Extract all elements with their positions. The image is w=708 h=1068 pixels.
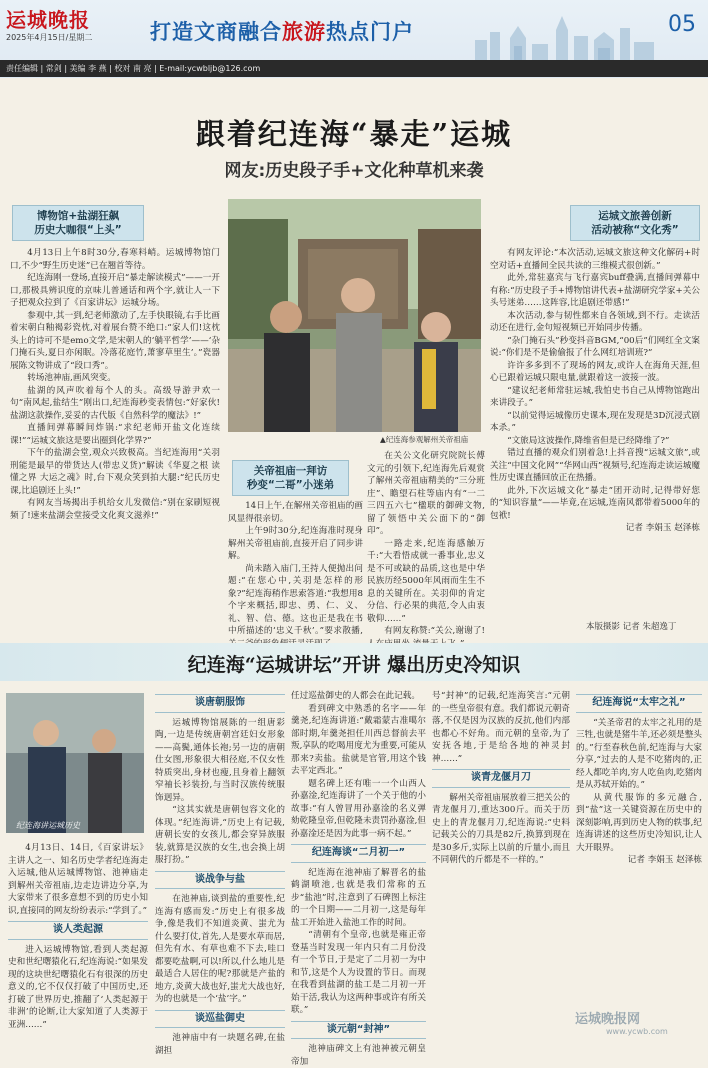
- box2-line1: 关帝祖庙一拜访: [253, 465, 328, 477]
- paragraph: 解州关帝祖庙展放着三把关公的青龙偃月刀,重达300斤。而关于历史上的青龙偃月刀,纪连海说:“史料记载关公的刀具是82斤,换算到现在是30多斤,实际上以前的斤量小,而且不同朝代的斤都是不一样的。”: [432, 792, 570, 865]
- byline: 记者 李娟玉 赵泽栋: [625, 523, 700, 533]
- paragraph: 下午的盐湖会堂,观众兴致极高。当纪连海用“关羽刑能是最早的带货达人(带忠义货)”解读《华夏之根 读懂之界 大运之魂》时,台下观众笑到拍大腿:“纪氏历史课,比追剧还上头!”: [10, 448, 220, 496]
- paragraph: 纪连海刚一登场,直接开启“暴走解读模式”——一开口,那极具辨识度的京味儿普通话和两个字,就让人一下子把观众拉到了《百家讲坛》运城分场。: [10, 273, 220, 308]
- paragraph: 转场池神庙,画风突变。: [27, 373, 116, 383]
- article1-photo: [228, 199, 481, 432]
- paragraph: 从黄代服饰的多元融合,到“盐”这一关键资源在历史中的深刻影响,再到历史人物的轶事,纪连海讲述的这些历史冷知识,让人大开眼界。: [576, 792, 702, 853]
- subsection-title: 谈青龙偃月刀: [432, 769, 570, 788]
- photo2-caption: 纪连海讲运城历史: [16, 821, 80, 830]
- box3-line2: 活动被称“文化秀”: [591, 224, 679, 236]
- paragraph: 进入运城博物馆,看到人类起源史和世纪曙猿化石,纪连海说:“如果发现的这块世纪曙猿化石有很深的历史意义的,它不仅仅打破了中国历史,还打破了世界历史,推翻了‘人类起源于非洲’的论断,让大家知道了人类源于亚洲……”: [8, 944, 148, 1030]
- paragraph: 号“封神”的记载,纪连海笑言:“元朝的一些皇帝很有意。我们都说元朝奇落,不仅是因为汉族的反抗,他们内部也都心不好角。而元朝的皇帝,为了安抚各地,于是给各地的神灵封神……”: [432, 691, 570, 764]
- article2-column2: [155, 690, 285, 1056]
- box1-line2: 历史大咖很“上头”: [34, 224, 122, 236]
- paragraph: 尚未踏入庙门,王持人便抛出问题:“在您心中,关羽是怎样的形象?”纪连海稍作思索答道:“我想用8个字来概括,即忠、勇、仁、义、礼、智、信、德。这也正是我在书中所描述的‘忠义千秋’。”要求散播,: [228, 563, 363, 636]
- paragraph: 盐湖的风声吹着每个人的头。高级导游尹欢一句“南风起,盐结生”刚出口,纪连海秒变表情包:“好家伙!盐湖这款操作,妥妥的古代版《自然科学的魔法》!”: [10, 385, 220, 421]
- paragraph: 有网友当场揭出手机给女儿发微信:“别在家刷短视频了!速来盐湖会堂接受文化爽文滋养!”: [10, 498, 220, 521]
- paragraph: 看到碑文中熟悉的名字——年羹尧,纪连海讲道:“戴霜蒙古准噶尔部时期,年羹尧担任川西总督前去平叛,享队的吃喝用度尤为重要,可能从那来?卖盐。盐就是官管,用这个钱去平定西北。”: [291, 703, 426, 776]
- paragraph: 池神庙中有一块题名碑,在盐湖担: [155, 1033, 285, 1056]
- paragraph: 直播间弹幕瞬间炸锅:“求纪老师开盐文化连续课!”“运城文旅这是要出圈到化学界?”: [10, 423, 220, 446]
- paragraph: “这其实就是唐朝包容文化的体现。”纪连海讲,“历史上有记载,唐朝长安的女孩儿,都会穿异族服装,就算是汉族的女生,也会换上胡服打扮。”: [155, 805, 285, 865]
- article2-photo: [6, 693, 144, 833]
- paragraph: 在池神庙,谈到盐的重要性,纪连海有感而发:“历史上有很多战争,像是我们不知道炎黄、蚩尤为什么要打仗,首先,人是要水草而居,但先有水、有草也难不下去,哇口都要吃盐啊,可以!所以,什么地儿是最适合人居住的呢?那就是产盐的地方,炎黄大战也好,蚩尤大战也好,为的也就是一个‘盐’字。”: [155, 894, 285, 1004]
- article2-column1: [8, 842, 148, 1042]
- article1-subhead: 网友:历史段子手+文化种草机来袭: [224, 161, 484, 181]
- masthead: [0, 0, 708, 78]
- paragraph: “杂门掩石头”秒变抖音BGM,“00后”们网红全文案说:“你们是不是偷偷报了什么网红培训班?”: [490, 335, 700, 358]
- subsection-title: 谈人类起源: [8, 921, 148, 940]
- article1-headline: 跟着纪连海“暴走”运城: [195, 117, 513, 151]
- box1-line1: 博物馆+盐湖狂飙: [36, 210, 120, 222]
- paragraph: “以前觉得运城像历史课本,现在发现是3D沉浸式剧本杀。”: [490, 410, 700, 433]
- article1-column1: [10, 247, 220, 637]
- slogan-part-c: 热点门户: [326, 20, 414, 44]
- article2-column4b: [576, 690, 702, 1008]
- paragraph: 许许多多到不了现场的网友,或许人在海角天涯,但心已跟着运城只限电量,就跟着这一波接一波。: [490, 360, 700, 383]
- article1-box1: [12, 205, 144, 241]
- article1-box2: [232, 460, 349, 496]
- paragraph: 题名碑上还有唯一一个山西人孙嘉淦,纪连海讲了一个关于他的小故事:“有人曾冒用孙嘉淦的名义弹劾乾隆皇帝,但乾隆未责罚孙嘉淦,但孙嘉淦还是因为此事一病不起。”: [291, 778, 426, 839]
- paragraph: 本次活动,参与韧性都来自各领域,到不行。走读活动还在进行,金句短视频已开始同步传播。: [490, 310, 700, 333]
- paragraph: 有网友称赞:“关公,谢谢了!: [384, 626, 485, 636]
- issue-date: 2025年4月15日/星期二: [6, 33, 93, 42]
- subsection-title: 谈巡盐御史: [155, 1010, 285, 1029]
- paragraph: 在关公文化研究院院长傅文元的引领下,纪连海先后观赏了解州关帝祖庙精美的“三分班庄”、瞻望石柱等庙内有“一二三四五六七”楹联的御碑文物,留了领悟中关公面下的“御印”。: [367, 451, 485, 536]
- photo-lecture: [6, 693, 144, 833]
- watermark-url: www.ycwb.com: [606, 1027, 668, 1036]
- paragraph: “建议纪老师常驻运城,我怕史书自己从博物馆跑出来讲段子。”: [490, 385, 700, 408]
- article1-box3: [570, 205, 700, 241]
- slogan-part-a: 打造文商融合: [150, 20, 282, 44]
- article2-headline: 纪连海“运城讲坛”开讲 爆出历史冷知识: [187, 654, 521, 676]
- article2-column3: [291, 690, 426, 1067]
- paragraph: 14日上午,在解州关帝祖庙的画风显得很亲切。: [228, 501, 363, 524]
- paragraph: 有网友评论:“本次活动,运城文旅这种文化解码+时空对话+直播间全民共读的三维模式很创新。”: [490, 248, 700, 271]
- photo-temple-visit: [228, 199, 481, 432]
- subsection-title: 纪连海说“太牢之礼”: [576, 694, 702, 713]
- paragraph: 纪连海在池神庙了解晋名的盐鹤湖喷池,也就是我们常称的五步“盐池”时,注意到了石碑图上标注的一个日期——二月初一,这是每年盐工开始进入盐池工作的时间。: [291, 867, 426, 928]
- byline: 记者 李娟玉 赵泽栋: [627, 855, 702, 865]
- paragraph: 池神庙碑文上有池神被元朝皇帝加: [291, 1044, 426, 1067]
- paragraph: 错过直播的观众们别着急!上抖音搜“运城文旅”,或关注“中国文化网”“华网山西”视频号,纪连海走读运城魔性历史课直播回放正在热播。: [490, 448, 700, 483]
- paragraph: 此外,常驻嘉宾与飞行嘉宾buff叠满,直播间弹幕中有称:“历史段子手+博物馆讲代表+盐湖研究学家+关公头号迷弟……这阵容,比追剧还带感!”: [490, 273, 700, 308]
- paragraph: 4月13日、14日,《百家讲坛》主讲人之一、知名历史学者纪连海走入运城,他从运城博物馆、池神庙走到解州关帝祖庙,边走边讲边分享,为大家带来了很多意想不到的历史小知识,直接同的网友纷纷表示:“学到了。”: [8, 843, 148, 916]
- subsection-title: 谈战争与盐: [155, 871, 285, 890]
- box2-line2: 秒变“二哥”小迷弟: [246, 479, 335, 491]
- paragraph: 运城博物馆展陈的一组唐彩陶,一边是传统唐朝宫廷妇女形象——高鬓,通体长袍;另一边的唐朝仕女图,形象很大相径庭,不仅女性特质突出,身材也瘦,且身着上翻领窄袖长衫装扮,与当时汉族传统服饰迥异。: [155, 717, 285, 803]
- newspaper-logo: 运城晚报: [6, 8, 90, 32]
- paragraph: 一路走来,纪连海感触万千:“大看悟成就一番事业,忠义是不可或缺的品质,这也是中华民族历经5000年风雨而生生不息的关键所在。关羽仰的肯定分信、行必果的典范,令人由衷敬仰……”: [367, 538, 485, 624]
- paragraph: “关圣帝君的太牢之礼用的是三牲,也就是猪牛羊,还必须是整头的。”行至春秋色前,纪连海与大家分享,“过去的人是不吃猪肉的,正经人都吃羊肉,穷人吃鱼肉,吃猪肉是从苏轼开始的。”: [576, 717, 702, 790]
- photo1-caption: ▲纪连海参观解州关帝祖庙: [380, 435, 469, 444]
- paragraph: “清朝有个皇帝,也就是雍正帝登基当时发现一年内只有二月份没有一个节日,于是定了二月初一为中和节,这是个人为设置的节日。而现在我看到盐湖的盐工是二月初一开始干活,我认为这两种事或许有所关联。”: [291, 930, 426, 1015]
- paragraph: 任过巡盐御史的人都会在此记载。: [291, 691, 420, 701]
- paragraph: “文旅局这波操作,降维省但是已经降维了?”: [507, 435, 670, 446]
- box3-line1: 运城文旅善创新: [598, 210, 672, 222]
- photo-credit: 本版摄影 记者 朱超逸丁: [586, 622, 677, 632]
- subsection-title: 谈唐朝服饰: [155, 694, 285, 713]
- subsection-title: 谈元朝“封神”: [291, 1021, 426, 1040]
- editor-bar: 责任编辑 | 常剑 | 美编 李 燕 | 校对 南 亮 | E-mail:ycwbljb@126.com: [0, 60, 708, 77]
- watermark-logo: 运城晚报网: [575, 1012, 641, 1027]
- subsection-title: 纪连海谈“二月初一”: [291, 844, 426, 863]
- article1-column2: [228, 500, 363, 636]
- paragraph: 4月13日上午8时30分,春寒料峭。运城博物馆门口,不少“野生历史迷”已在翘首等待。: [10, 248, 220, 271]
- article1-column4: [490, 247, 700, 607]
- page-number: 05: [668, 12, 696, 37]
- article1-column3: [367, 450, 485, 636]
- paragraph: 参观中,其一到,纪老师激动了,左手快眼镜,右手比画着宋朝白釉褐彩瓷枕,对着展台赞不绝口:“家人们!这枕头上的诗可不是emo文学,是宋朝人的‘躺平哲学’——‘杂门掩石头,夏日亦闲眠。冷落花庭竹,萧寥草里生’。”瓷器展陈文物讲成了“段口秀”。: [10, 310, 220, 371]
- article2-column4a: [432, 690, 570, 1042]
- paragraph: 上午9时30分,纪连海准时现身解州关帝祖庙前,直接开启了同步讲解。: [228, 526, 363, 561]
- paragraph: 此外,下次运城文化“暴走”团开动时,记得带好您的“知识容量”——毕竟,在运城,连南风都带着5000年的包袱!: [490, 485, 700, 521]
- slogan-part-b: 旅游: [282, 20, 326, 44]
- page-slogan: [150, 16, 414, 46]
